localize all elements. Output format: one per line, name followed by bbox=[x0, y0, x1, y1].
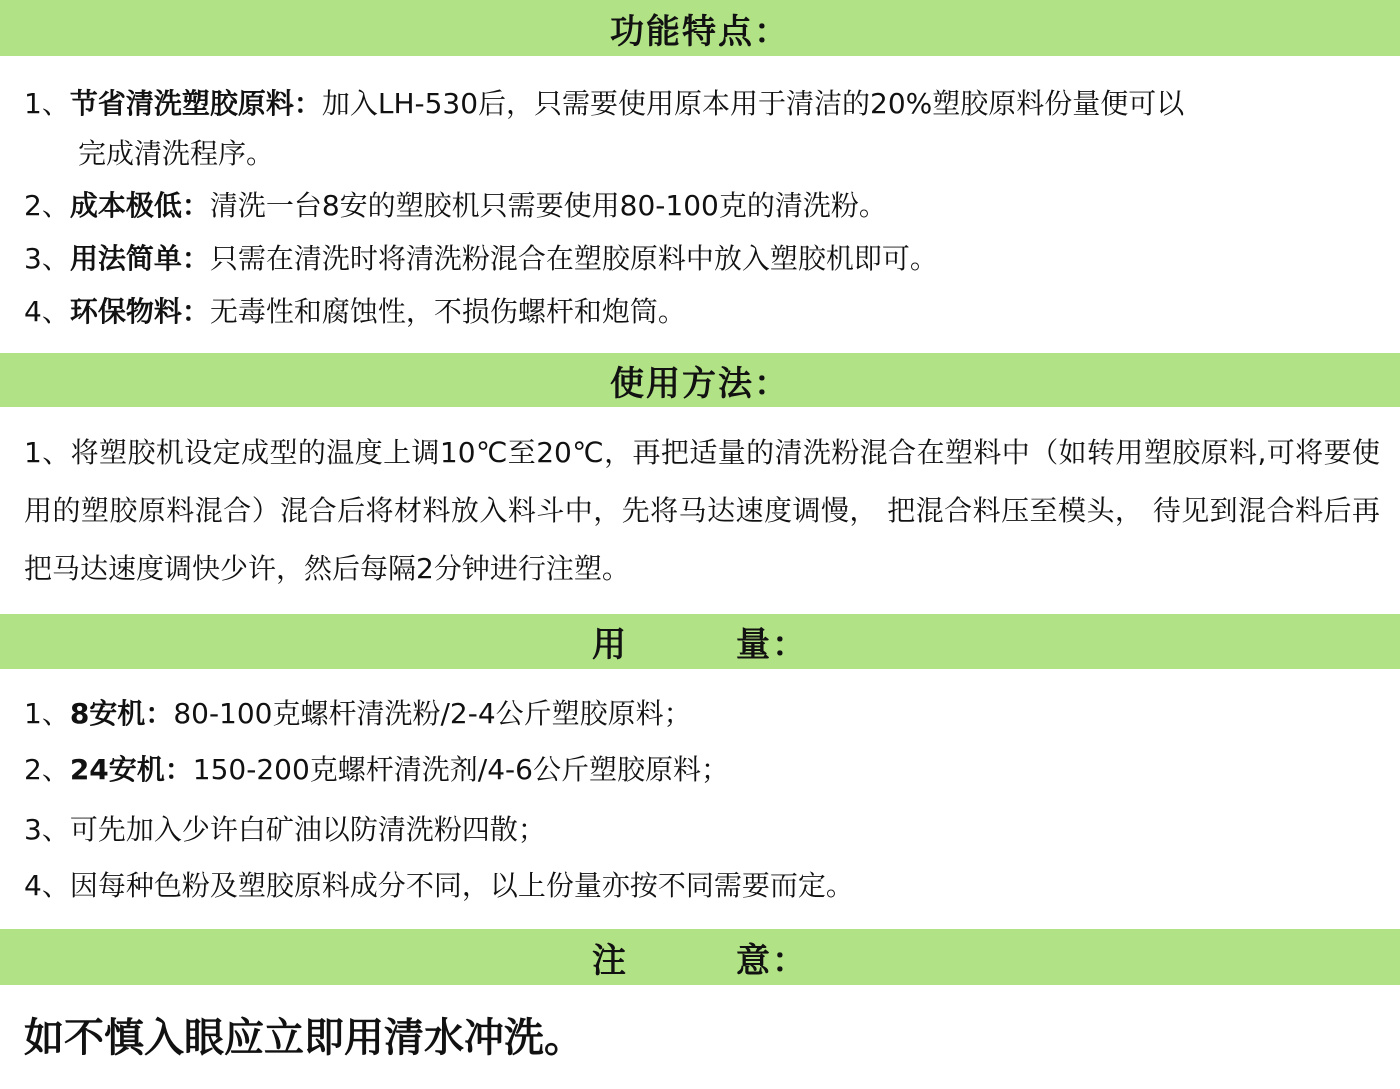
section-header-features bbox=[0, 0, 1400, 56]
item-label: 节省清洗塑胶原料： bbox=[69, 87, 322, 120]
list-item-continuation bbox=[78, 137, 275, 170]
item-text: 只需在清洗时将清洗粉混合在塑胶原料中放入塑胶机即可。 bbox=[209, 242, 938, 275]
item-number: 4、 bbox=[24, 295, 70, 328]
item-text: 加入LH-530后，只需要使用原本用于清洁的20%塑胶原料份量便可以 bbox=[321, 87, 1185, 120]
item-number: 4、 bbox=[24, 869, 70, 902]
section-title: 用 量： bbox=[592, 625, 808, 665]
list-item bbox=[24, 87, 1185, 120]
item-number: 3、 bbox=[24, 242, 70, 275]
list-item bbox=[24, 753, 729, 786]
section-header-usage bbox=[0, 353, 1400, 407]
list-item bbox=[24, 697, 692, 730]
item-text: 80-100克螺杆清洗粉/2-4公斤塑胶原料； bbox=[173, 697, 692, 730]
list-item bbox=[24, 813, 546, 846]
item-label: 成本极低： bbox=[69, 189, 210, 222]
item-text: 无毒性和腐蚀性，不损伤螺杆和炮筒。 bbox=[209, 295, 686, 328]
item-text: 清洗一台8安的塑胶机只需要使用80-100克的清洗粉。 bbox=[209, 189, 887, 222]
item-number: 1、 bbox=[24, 87, 70, 120]
item-number: 3、 bbox=[24, 813, 70, 846]
item-number: 2、 bbox=[24, 753, 70, 786]
section-title: 使用方法： bbox=[610, 363, 790, 404]
item-text: 可先加入少许白矿油以防清洗粉四散； bbox=[69, 813, 546, 846]
item-text: 150-200克螺杆清洗剂/4-6公斤塑胶原料； bbox=[192, 753, 729, 786]
item-number: 2、 bbox=[24, 189, 70, 222]
item-label: 8安机： bbox=[69, 697, 174, 730]
list-item bbox=[24, 189, 887, 222]
section-title: 注 意： bbox=[592, 940, 808, 981]
list-item bbox=[24, 869, 854, 902]
caution-text: 如不慎入眼应立即用清水冲洗。 bbox=[24, 1015, 584, 1061]
item-text: 因每种色粉及塑胶原料成分不同，以上份量亦按不同需要而定。 bbox=[69, 869, 854, 902]
list-item bbox=[24, 242, 938, 275]
item-label: 环保物料： bbox=[69, 295, 210, 328]
item-text: 完成清洗程序。 bbox=[78, 137, 275, 170]
section-header-caution bbox=[0, 929, 1400, 985]
item-label: 用法简单： bbox=[69, 242, 210, 275]
item-number: 1、 bbox=[24, 697, 70, 730]
item-label: 24安机： bbox=[69, 753, 193, 786]
usage-paragraph: 1、将塑胶机设定成型的温度上调10℃至20℃，再把适量的清洗粉混合在塑料中（如转用塑胶原料,可将要使用的塑胶原料混合）混合后将材料放入料斗中，先将马达速度调慢， 把混合料压至模头， 待见到混合料后再把马达速度调快少许，然后每隔2分钟进行注塑。 bbox=[24, 436, 1380, 585]
section-title: 功能特点： bbox=[610, 11, 790, 52]
list-item bbox=[24, 295, 686, 328]
section-header-dosage bbox=[0, 614, 1400, 669]
